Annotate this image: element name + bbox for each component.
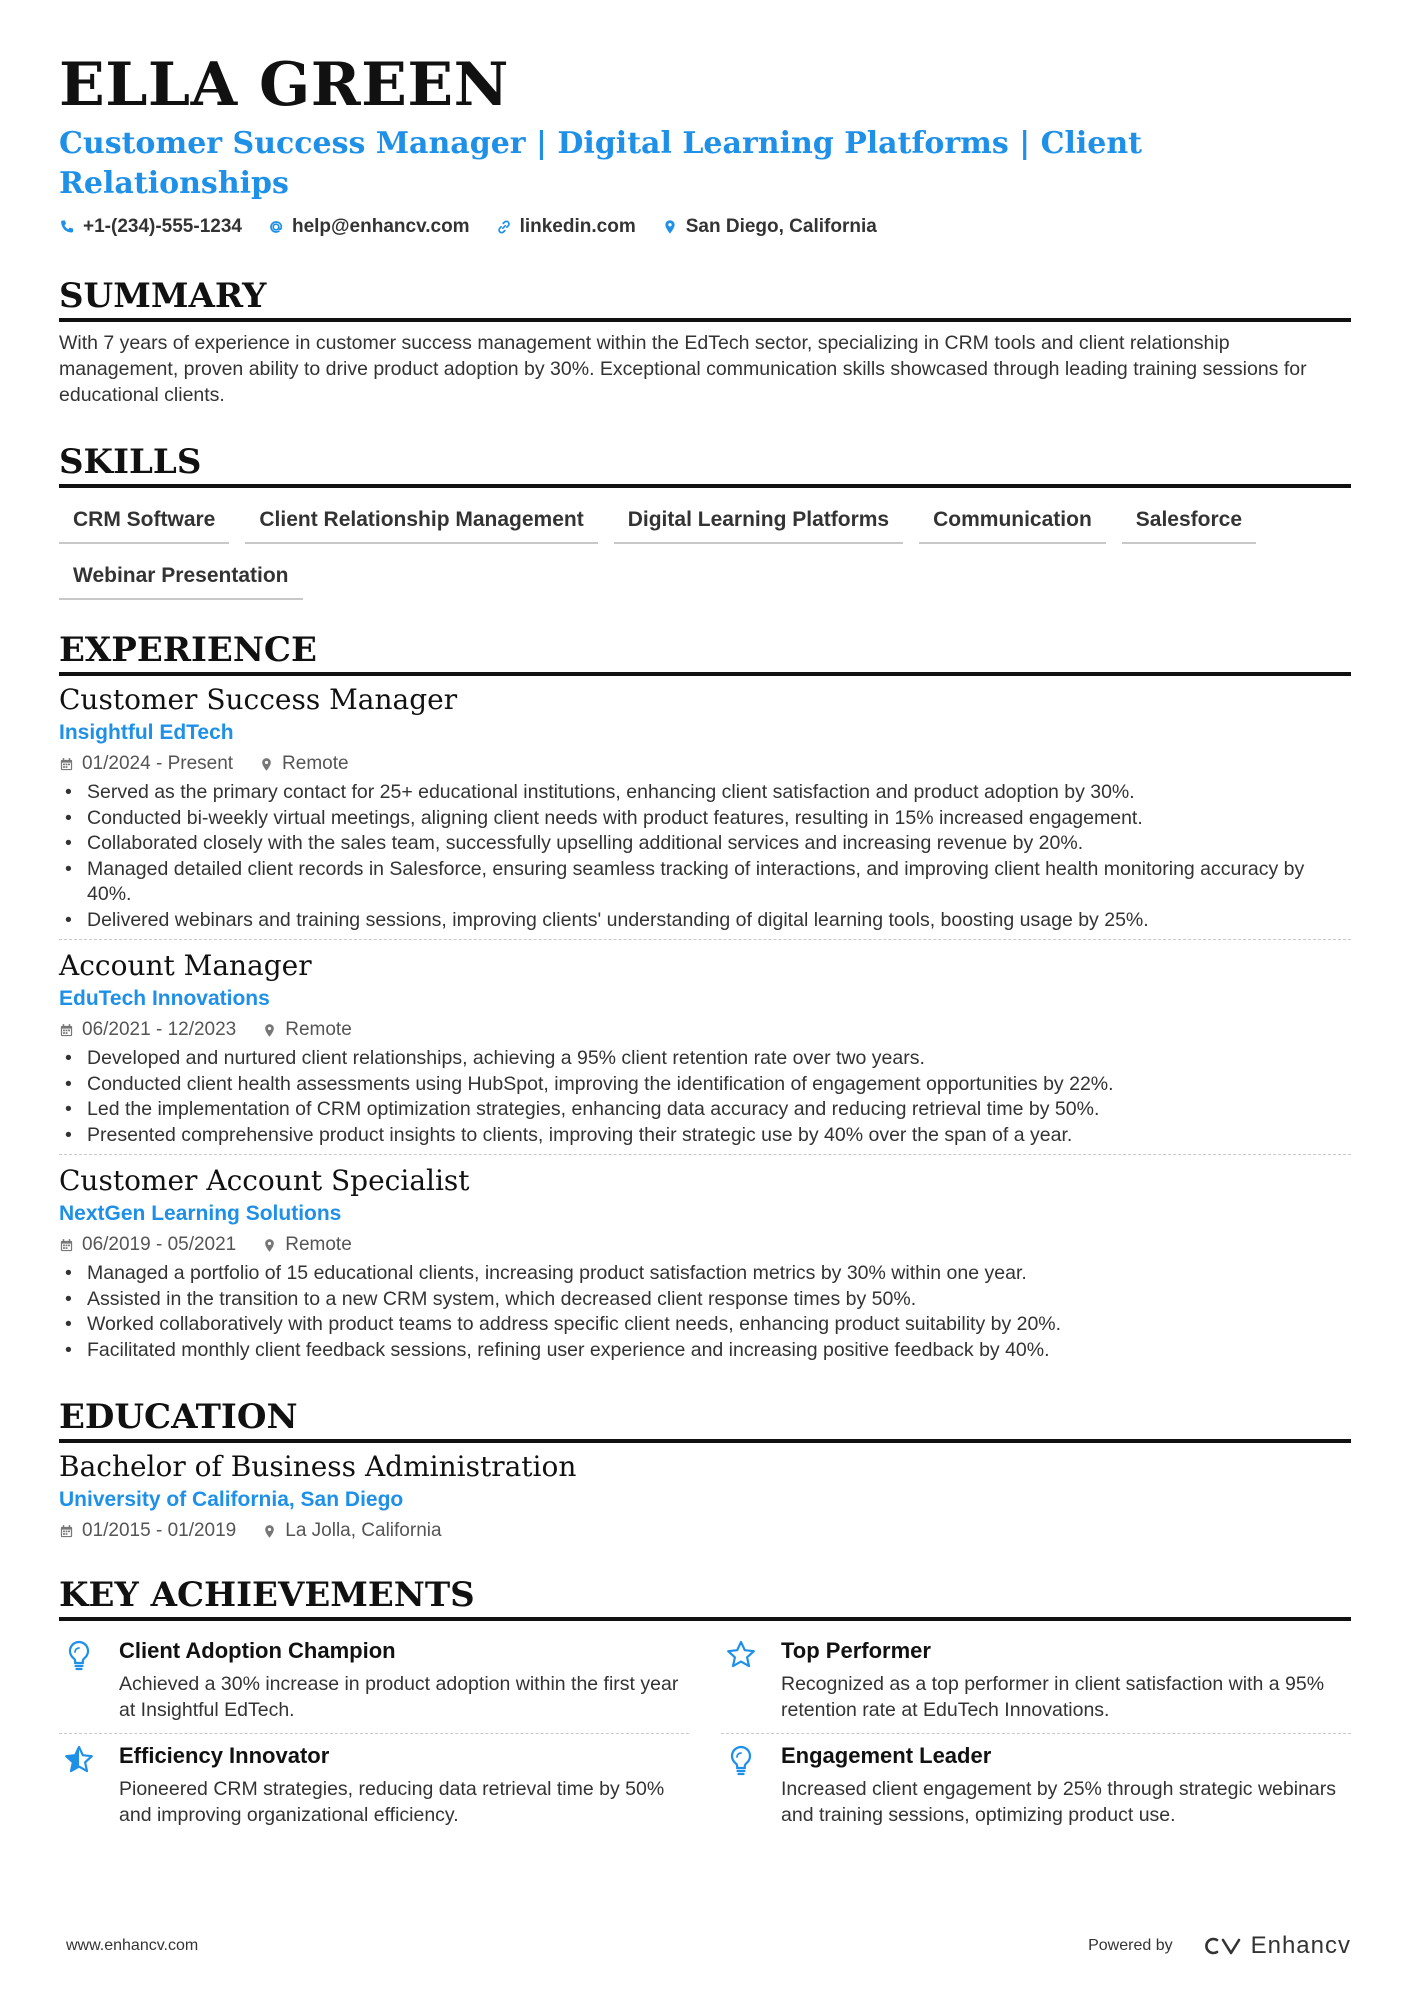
- achievements-grid: [59, 1629, 1351, 1838]
- bullet-item: • Led the implementation of CRM optimization strategies, enhancing data accuracy and reducing retrieval time by 50%.: [59, 1097, 1351, 1123]
- achievement-desc: Achieved a 30% increase in product adoption within the first year at Insightful EdTech.: [119, 1673, 679, 1721]
- education-meta: [59, 1517, 1351, 1545]
- job-dates: [59, 1016, 236, 1044]
- headline: Customer Success Manager | Digital Learning Platforms | Client Relationships: [59, 126, 1143, 201]
- job-title: Customer Success Manager: [59, 683, 458, 716]
- bullet-item: • Managed a portfolio of 15 educational clients, increasing product satisfaction metrics by 30% within one year.: [59, 1261, 1351, 1287]
- calendar-icon: [59, 757, 74, 772]
- job-entry: [59, 1154, 1351, 1369]
- skill-tag: Communication: [919, 500, 1106, 544]
- bullet-item: • Worked collaboratively with product teams to address specific client needs, enhancing product suitability by 20%.: [59, 1312, 1351, 1338]
- bullet-item: • Presented comprehensive product insights to clients, improving their strategic use by 40% over the span of a year.: [59, 1123, 1351, 1149]
- experience-section: [59, 628, 1351, 1369]
- education-section: [59, 1395, 1351, 1551]
- dates-text: 01/2015 - 01/2019: [82, 1520, 237, 1541]
- candidate-name: ELLA GREEN: [59, 50, 509, 120]
- job-location: [262, 1231, 352, 1259]
- map-pin-icon: [262, 1524, 277, 1539]
- achievement-desc: Recognized as a top performer in client satisfaction with a 95% retention rate at EduTech Innovations.: [781, 1673, 1325, 1721]
- bullet-item: • Facilitated monthly client feedback sessions, refining user experience and increasing positive feedback by 40%.: [59, 1338, 1351, 1364]
- calendar-icon: [59, 1238, 74, 1253]
- achievement-item: [721, 1629, 1351, 1734]
- skill-tag: Salesforce: [1122, 500, 1256, 544]
- bullet-item: • Served as the primary contact for 25+ educational institutions, enhancing client satisfaction and product adoption by 30%.: [59, 780, 1351, 806]
- achievement-item: [59, 1734, 689, 1838]
- job-title: Customer Account Specialist: [59, 1164, 470, 1197]
- calendar-icon: [59, 1524, 74, 1539]
- map-pin-icon: [259, 757, 274, 772]
- header: [59, 50, 1351, 240]
- achievement-desc: Pioneered CRM strategies, reducing data retrieval time by 50% and improving organizational efficiency.: [119, 1778, 665, 1826]
- job-entry: [59, 682, 1351, 939]
- school-name: University of California, San Diego: [59, 1488, 404, 1511]
- achievements-title: KEY ACHIEVEMENTS: [59, 1573, 1351, 1621]
- star-half-icon: [63, 1744, 95, 1776]
- skills-list: [59, 500, 1351, 600]
- job-dates: [59, 1231, 236, 1259]
- bullet-item: • Conducted bi-weekly virtual meetings, aligning client needs with product features, resulting in 15% increased engagement.: [59, 806, 1351, 832]
- bullet-item: • Delivered webinars and training sessions, improving clients' understanding of digital learning tools, boosting usage by 25%.: [59, 908, 1351, 934]
- education-dates: [59, 1517, 236, 1545]
- phone-text: +1-(234)-555-1234: [83, 216, 242, 237]
- job-location: [262, 1016, 352, 1044]
- job-dates: [59, 750, 233, 778]
- job-bullets: [59, 1261, 1351, 1363]
- education-entry: [59, 1449, 1351, 1551]
- achievement-title: Client Adoption Champion: [119, 1638, 396, 1663]
- job-meta: [59, 750, 1351, 778]
- at-icon: [268, 219, 284, 235]
- skill-tag: Client Relationship Management: [245, 500, 597, 544]
- job-meta: [59, 1016, 1351, 1044]
- job-meta: [59, 1231, 1351, 1259]
- bullet-item: • Developed and nurtured client relationships, achieving a 95% client retention rate over two years.: [59, 1046, 1351, 1072]
- achievement-title: Top Performer: [781, 1638, 931, 1663]
- job-location: [259, 750, 349, 778]
- skills-section: [59, 440, 1351, 600]
- achievement-title: Engagement Leader: [781, 1743, 992, 1768]
- skills-title: SKILLS: [59, 440, 1351, 488]
- lightbulb-icon: [63, 1639, 95, 1671]
- job-bullets: [59, 780, 1351, 933]
- job-bullets: [59, 1046, 1351, 1148]
- education-title: EDUCATION: [59, 1395, 1351, 1443]
- achievement-item: [59, 1629, 689, 1734]
- contact-email[interactable]: [268, 214, 470, 240]
- contact-bar: [59, 214, 1351, 240]
- bullet-item: • Managed detailed client records in Salesforce, ensuring seamless tracking of interactions, and improving client health monitoring accuracy by 40%.: [59, 857, 1351, 908]
- education-location: [262, 1517, 441, 1545]
- location-text: San Diego, California: [685, 216, 877, 237]
- star-outline-icon: [725, 1639, 757, 1671]
- summary-title: SUMMARY: [59, 274, 1351, 322]
- resume-page: [59, 50, 1351, 1838]
- degree-title: Bachelor of Business Administration: [59, 1450, 577, 1483]
- brand-logo[interactable]: [1197, 1932, 1351, 1960]
- achievement-item: [721, 1734, 1351, 1838]
- brand-name: Enhancv: [1250, 1932, 1351, 1959]
- link-icon: [496, 219, 512, 235]
- location-text: La Jolla, California: [285, 1520, 442, 1541]
- map-pin-icon: [262, 1238, 277, 1253]
- location-text: Remote: [282, 753, 349, 774]
- bullet-item: • Collaborated closely with the sales team, successfully upselling additional services and increasing revenue by 20%.: [59, 831, 1351, 857]
- map-pin-icon: [262, 1023, 277, 1038]
- enhancv-logo-icon: [1197, 1934, 1243, 1958]
- linkedin-text: linkedin.com: [519, 216, 636, 237]
- achievement-title: Efficiency Innovator: [119, 1743, 330, 1768]
- calendar-icon: [59, 1023, 74, 1038]
- achievement-desc: Increased client engagement by 25% through strategic webinars and training sessions, optimizing product use.: [781, 1778, 1336, 1826]
- summary-text: With 7 years of experience in customer success management within the EdTech sector, specializing in CRM tools and client relationship management, proven ability to drive product adoption by 30%. Exceptional communication skills showcased through leading training sessions for educational clients.: [59, 332, 1307, 406]
- map-pin-icon: [662, 219, 678, 235]
- skill-tag: Digital Learning Platforms: [614, 500, 903, 544]
- skill-tag: CRM Software: [59, 500, 229, 544]
- summary-section: [59, 274, 1351, 408]
- dates-text: 06/2019 - 05/2021: [82, 1234, 237, 1255]
- location-text: Remote: [285, 1234, 352, 1255]
- footer-branding: [1088, 1932, 1351, 1960]
- company-name: Insightful EdTech: [59, 721, 234, 744]
- dates-text: 06/2021 - 12/2023: [82, 1019, 237, 1040]
- contact-location: [662, 214, 877, 240]
- email-text: help@enhancv.com: [291, 216, 470, 237]
- footer: [66, 1932, 1351, 1960]
- contact-linkedin[interactable]: [496, 214, 636, 240]
- bullet-item: • Assisted in the transition to a new CRM system, which decreased client response times by 50%.: [59, 1287, 1351, 1313]
- lightbulb-icon: [725, 1744, 757, 1776]
- bullet-item: • Conducted client health assessments using HubSpot, improving the identification of engagement opportunities by 22%.: [59, 1072, 1351, 1098]
- job-title: Account Manager: [59, 949, 312, 982]
- skill-tag: Webinar Presentation: [59, 556, 303, 600]
- experience-title: EXPERIENCE: [59, 628, 1351, 676]
- location-text: Remote: [285, 1019, 352, 1040]
- achievements-section: [59, 1573, 1351, 1838]
- footer-site-link[interactable]: www.enhancv.com: [66, 1937, 199, 1954]
- contact-phone[interactable]: [59, 214, 242, 240]
- company-name: EduTech Innovations: [59, 987, 270, 1010]
- job-entry: [59, 939, 1351, 1154]
- dates-text: 01/2024 - Present: [82, 753, 234, 774]
- powered-by-text: Powered by: [1088, 1937, 1173, 1954]
- company-name: NextGen Learning Solutions: [59, 1202, 342, 1225]
- phone-icon: [59, 219, 75, 235]
